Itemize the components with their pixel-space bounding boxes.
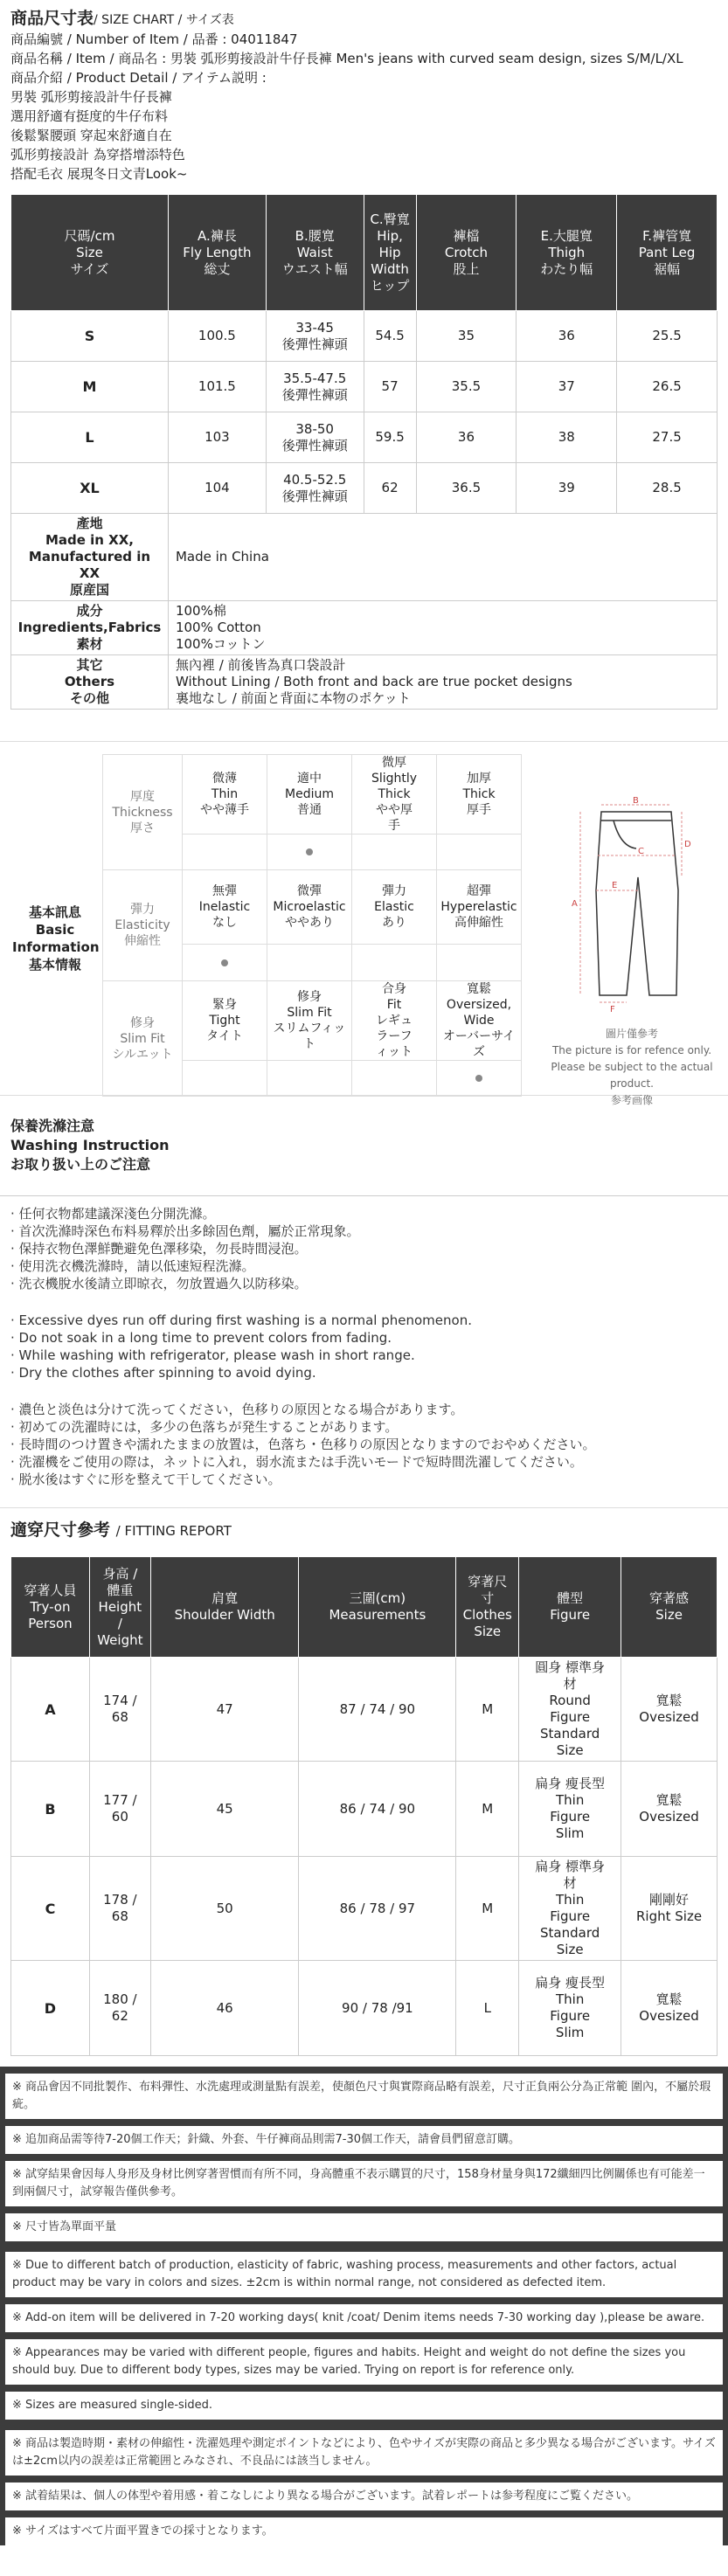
note-item: ※ 尺寸皆為單面平量 (5, 2213, 723, 2241)
fitting-column-header: 穿著人員 Try-on Person (11, 1557, 90, 1658)
fitting-cell-measure: 90 / 78 /91 (299, 1961, 456, 2056)
basic-dot-cell (352, 945, 437, 981)
pants-measurement-diagram (559, 794, 717, 1013)
basic-dot-cell (267, 945, 352, 981)
size-cell-crotch: 36.5 (416, 463, 517, 514)
note-item: ※ 商品は製造時期・素材の伸縮性・洗濯処理や測定ポイントなどにより、色やサイズが実際の商品と多少異なる場合がございます。サイズは±2cm以内の誤差は正常範囲とみなされ、不良品には該当しません。 (5, 2430, 723, 2476)
basic-dot-cell (267, 1061, 352, 1097)
washing-line: · Excessive dyes run off during first washing is a normal phenomenon. (10, 1312, 472, 1328)
fitting-row (11, 1857, 718, 1961)
basic-info-section (0, 741, 728, 1106)
basic-dot-cell (267, 834, 352, 870)
size-cell-size: L (11, 412, 169, 463)
size-cell-thigh: 37 (517, 362, 617, 412)
washing-line: · 長時間のつけ置きや濡れたままの放置は，色落ち・色移りの原因となりますのでおやめください。 (10, 1437, 596, 1452)
size-chart-title: 商品尺寸表 (10, 9, 94, 28)
basic-info-grid (102, 754, 522, 1097)
fitting-cell-hw: 174 / 68 (89, 1658, 150, 1762)
note-item: ※ 商品會因不同批製作、布料彈性、水洗處理或測量點有誤差，使顏色尺寸與實際商品略有誤差，尺寸正負兩公分為正常範 圍內，不屬於瑕疵。 (5, 2074, 723, 2119)
washing-title: 保養洗滌注意 Washing Instruction お取り扱い上のご注意 (10, 1118, 170, 1173)
fitting-cell-feel: 寬鬆 Ovesized (621, 1762, 718, 1857)
washing-line: · 使用洗衣機洗滌時，請以低速短程洗滌。 (10, 1258, 255, 1274)
basic-option: 合身 Fit レギュ ラーフ ィット (352, 981, 437, 1061)
size-cell-pant-leg: 25.5 (617, 311, 718, 362)
size-cell-crotch: 35 (416, 311, 517, 362)
info-value: 100%棉 100% Cotton 100%コットン (168, 601, 717, 655)
washing-line: · 洗衣機脫水後請立即晾衣，勿放置過久以防移染。 (10, 1276, 308, 1291)
fitting-table-header (11, 1557, 718, 1658)
size-cell-pant-leg: 27.5 (617, 412, 718, 463)
basic-dot-cell (352, 1061, 437, 1097)
notes-zh (0, 2074, 728, 2241)
fitting-column-header: 穿著感 Size (621, 1557, 718, 1658)
product-detail-label: 商品介紹 / Product Detail / アイテム説明 : (10, 70, 267, 86)
size-cell-waist: 38-50 後彈性褲頭 (266, 412, 364, 463)
washing-line: · 脱水後はすぐに形を整えて干してください。 (10, 1472, 281, 1487)
fitting-cell-hw: 178 / 68 (89, 1857, 150, 1961)
item-number: 商品編號 / Number of Item / 品番 : 04011847 (10, 31, 298, 47)
size-cell-waist: 40.5-52.5 後彈性褲頭 (266, 463, 364, 514)
size-cell-size: M (11, 362, 169, 412)
fitting-cell-feel: 剛剛好 Right Size (621, 1857, 718, 1961)
basic-row-head: 彈力 Elasticity 伸縮性 (103, 870, 183, 981)
fitting-cell-figure: 扁身 瘦長型 Thin Figure Slim (519, 1762, 621, 1857)
basic-row (103, 755, 522, 834)
basic-option: 寬鬆 Oversized, Wide オーバーサイ ズ (437, 981, 522, 1061)
note-item: ※ Sizes are measured single-sided. (5, 2392, 723, 2420)
fitting-cell-shoulder: 50 (150, 1857, 299, 1961)
fitting-cell-person: C (11, 1857, 90, 1961)
fitting-cell-shoulder: 45 (150, 1762, 299, 1857)
fitting-cell-shoulder: 47 (150, 1658, 299, 1762)
basic-option: 修身 Slim Fit スリムフィッ ト (267, 981, 352, 1061)
basic-option: 彈力 Elastic あり (352, 870, 437, 945)
washing-line: · While washing with refrigerator, please wash in short range. (10, 1347, 415, 1363)
basic-option: 微薄 Thin やや薄手 (183, 755, 267, 834)
fitting-cell-feel: 寬鬆 Ovesized (621, 1961, 718, 2056)
note-item: ※ 追加商品需等待7-20個工作天；針織、外套、牛仔褲商品則需7-30個工作天，請會員們留意訂購。 (5, 2126, 723, 2154)
size-cell-fly-length: 100.5 (168, 311, 266, 362)
basic-option: 緊身 Tight タイト (183, 981, 267, 1061)
note-item: ※ サイズはすべて片面平置きでの採寸となります。 (5, 2517, 723, 2545)
washing-line: · 濃色と淡色は分けて洗ってください，色移りの原因となる場合があります。 (10, 1402, 464, 1417)
size-cell-fly-length: 103 (168, 412, 266, 463)
basic-option: 超彈 Hyperelastic 高伸縮性 (437, 870, 522, 945)
size-column-header: C.臀寬 Hip, Hip Width ヒップ (364, 195, 416, 311)
product-detail-line: 男裝 弧形剪接設計牛仔長褲 (10, 89, 172, 105)
basic-option: 適中 Medium 普通 (267, 755, 352, 834)
size-cell-size: S (11, 311, 169, 362)
info-row (11, 655, 718, 710)
size-chart-header (0, 0, 728, 184)
fitting-cell-hw: 180 / 62 (89, 1961, 150, 2056)
notes-en (0, 2252, 728, 2420)
size-column-header: 褲檔 Crotch 股上 (416, 195, 517, 311)
diagram-letter-d: D (684, 840, 691, 849)
basic-dot-cell (183, 945, 267, 981)
fitting-cell-person: A (11, 1658, 90, 1762)
selected-dot (475, 1075, 482, 1082)
basic-row-head: 修身 Slim Fit シルエット (103, 981, 183, 1097)
fitting-cell-shoulder: 46 (150, 1961, 299, 2056)
size-table-body (11, 311, 718, 710)
item-name: 商品名稱 / Item / 商品名 : 男裝 弧形剪接設計牛仔長褲 Men's jeans with curved seam design, sizes S/M/L/XL (10, 51, 683, 66)
note-item: ※ 試着結果は、個人の体型や着用感・着こなしにより異なる場合がございます。試着レポートは参考程度にご覧ください。 (5, 2483, 723, 2510)
fitting-column-header: 肩寬 Shoulder Width (150, 1557, 299, 1658)
basic-row (103, 981, 522, 1061)
size-cell-pant-leg: 26.5 (617, 362, 718, 412)
size-row (11, 463, 718, 514)
size-row (11, 362, 718, 412)
fitting-cell-feel: 寬鬆 Ovesized (621, 1658, 718, 1762)
basic-option: 無彈 Inelastic なし (183, 870, 267, 945)
info-label: 其它 Others その他 (11, 655, 169, 710)
info-label: 產地 Made in XX, Manufactured in XX 原産国 (11, 514, 169, 601)
fitting-cell-measure: 86 / 78 / 97 (299, 1857, 456, 1961)
washing-line: · 保持衣物色澤鮮艷避免色澤移染，勿長時間浸泡。 (10, 1241, 308, 1257)
washing-ja (10, 1401, 718, 1488)
size-cell-hip: 57 (364, 362, 416, 412)
diagram-letter-f: F (610, 1005, 615, 1013)
product-detail-line: 弧形剪接設計 為穿搭增添特色 (10, 147, 185, 163)
basic-option: 加厚 Thick 厚手 (437, 755, 522, 834)
product-detail-line: 搭配毛衣 展現冬日文青Look~ (10, 166, 188, 182)
note-item: ※ Add-on item will be delivered in 7-20 working days( knit /coat/ Denim items needs 7-30 working day ),please be aware. (5, 2304, 723, 2332)
diagram-caption: 圖片僅參考 The picture is for refence only. Please be subject to the actual product. 参考画像 (551, 1028, 713, 1106)
basic-dot-cell (437, 834, 522, 870)
info-label: 成分 Ingredients,Fabrics 素材 (11, 601, 169, 655)
size-cell-size: XL (11, 463, 169, 514)
fitting-row (11, 1658, 718, 1762)
fitting-row (11, 1762, 718, 1857)
fitting-cell-person: B (11, 1762, 90, 1857)
washing-zh (10, 1205, 718, 1292)
selected-dot (306, 848, 313, 855)
size-cell-thigh: 36 (517, 311, 617, 362)
size-chart-subtitle: / SIZE CHART / サイズ表 (94, 13, 234, 27)
fitting-report-section (0, 1507, 728, 2056)
note-item: ※ Due to different batch of production, elasticity of fabric, washing process, measurements and other factors, actual product may be vary in colors and sizes. ±2cm is within normal range, not considered as defected item. (5, 2252, 723, 2297)
info-value: Made in China (168, 514, 717, 601)
basic-dot-cell (352, 834, 437, 870)
size-cell-waist: 35.5-47.5 後彈性褲頭 (266, 362, 364, 412)
fitting-cell-figure: 扁身 瘦長型 Thin Figure Slim (519, 1961, 621, 2056)
fitting-column-header: 體型 Figure (519, 1557, 621, 1658)
size-cell-fly-length: 101.5 (168, 362, 266, 412)
fitting-cell-size: M (456, 1857, 519, 1961)
size-cell-fly-length: 104 (168, 463, 266, 514)
size-column-header: E.大腿寬 Thigh わたり幅 (517, 195, 617, 311)
basic-info-label: 基本訊息 Basic Information 基本情報 (12, 904, 100, 973)
notes-ja (0, 2430, 728, 2545)
note-item: ※ Appearances may be varied with different people, figures and habits. Height and weight do not define the sizes you should buy. Due to different body types, sizes may be varied. Trying on report is for reference only. (5, 2339, 723, 2385)
selected-dot (221, 959, 228, 966)
basic-option: 微彈 Microelastic ややあり (267, 870, 352, 945)
size-cell-crotch: 36 (416, 412, 517, 463)
basic-dot-cell (183, 834, 267, 870)
fitting-row (11, 1961, 718, 2056)
diagram-letter-c: C (638, 847, 644, 856)
basic-option: 微厚 Slightly Thick やや厚 手 (352, 755, 437, 834)
basic-row-head: 厚度 Thickness 厚さ (103, 755, 183, 870)
fitting-cell-figure: 扁身 標準身 材 Thin Figure Standard Size (519, 1857, 621, 1961)
washing-line: · 初めての洗濯時には，多少の色落ちが発生することがあります。 (10, 1419, 399, 1435)
product-detail-lines (10, 87, 718, 184)
fitting-title: 適穿尺寸參考 (10, 1520, 111, 1540)
product-detail-line: 後鬆緊腰頭 穿起來舒適自在 (10, 128, 172, 143)
fitting-table (10, 1556, 718, 2056)
size-row (11, 412, 718, 463)
washing-line: · Do not soak in a long time to prevent colors from fading. (10, 1330, 392, 1346)
size-cell-thigh: 39 (517, 463, 617, 514)
info-row (11, 601, 718, 655)
product-detail-line: 選用舒適有挺度的牛仔布料 (10, 108, 169, 124)
basic-dot-cell (437, 945, 522, 981)
size-column-header: A.褲長 Fly Length 総丈 (168, 195, 266, 311)
size-column-header: B.腰寬 Waist ウエスト幅 (266, 195, 364, 311)
washing-line: · 首次洗滌時深色布料易釋於出多餘固色劑，屬於正常現象。 (10, 1223, 360, 1239)
size-table-header (11, 195, 718, 311)
size-cell-pant-leg: 28.5 (617, 463, 718, 514)
size-row (11, 311, 718, 362)
size-column-header: F.褲管寬 Pant Leg 裾幅 (617, 195, 718, 311)
washing-line: · Dry the clothes after spinning to avoid dying. (10, 1365, 316, 1381)
size-cell-hip: 62 (364, 463, 416, 514)
washing-en (10, 1312, 718, 1381)
fitting-cell-hw: 177 / 60 (89, 1762, 150, 1857)
info-value: 無內裡 / 前後皆為真口袋設計 Without Lining / Both front and back are true pocket designs 裏地なし / 前面と背面に本物のポケット (168, 655, 717, 710)
size-cell-hip: 59.5 (364, 412, 416, 463)
size-cell-thigh: 38 (517, 412, 617, 463)
size-cell-crotch: 35.5 (416, 362, 517, 412)
fitting-cell-figure: 圓身 標準身 材 Round Figure Standard Size (519, 1658, 621, 1762)
diagram-letter-b: B (633, 796, 639, 806)
fitting-column-header: 穿著尺 寸 Clothes Size (456, 1557, 519, 1658)
fitting-cell-size: M (456, 1762, 519, 1857)
fitting-cell-person: D (11, 1961, 90, 2056)
fitting-column-header: 身高 / 體重 Height / Weight (89, 1557, 150, 1658)
fitting-cell-measure: 86 / 74 / 90 (299, 1762, 456, 1857)
diagram-letter-a: A (572, 899, 578, 909)
fitting-subtitle: / FITTING REPORT (115, 1523, 232, 1539)
fitting-cell-size: L (456, 1961, 519, 2056)
fitting-cell-size: M (456, 1658, 519, 1762)
washing-section (0, 1095, 728, 1488)
fitting-table-body (11, 1658, 718, 2056)
size-cell-hip: 54.5 (364, 311, 416, 362)
size-column-header: 尺碼/cm Size サイズ (11, 195, 169, 311)
fitting-cell-measure: 87 / 74 / 90 (299, 1658, 456, 1762)
diagram-letter-e: E (612, 881, 618, 890)
size-chart-section (0, 0, 728, 710)
basic-row (103, 870, 522, 945)
washing-line: · 洗濯機をご使用の際は，ネットに入れ，弱水流または手洗いモードで短時間洗濯してください。 (10, 1454, 583, 1470)
fitting-column-header: 三圍(cm) Measurements (299, 1557, 456, 1658)
info-row (11, 514, 718, 601)
washing-line: · 任何衣物都建議深淺色分開洗滌。 (10, 1206, 216, 1222)
size-table (10, 194, 718, 710)
notes-section (0, 2067, 728, 2545)
basic-dot-cell (183, 1061, 267, 1097)
basic-dot-cell (437, 1061, 522, 1097)
size-cell-waist: 33-45 後彈性褲頭 (266, 311, 364, 362)
note-item: ※ 試穿結果會因每人身形及身材比例穿著習慣而有所不同，身高體重不表示購買的尺寸，158身材量身與172纖細四比例關係也有可能差一到兩個尺寸，試穿報告僅供參考。 (5, 2161, 723, 2206)
